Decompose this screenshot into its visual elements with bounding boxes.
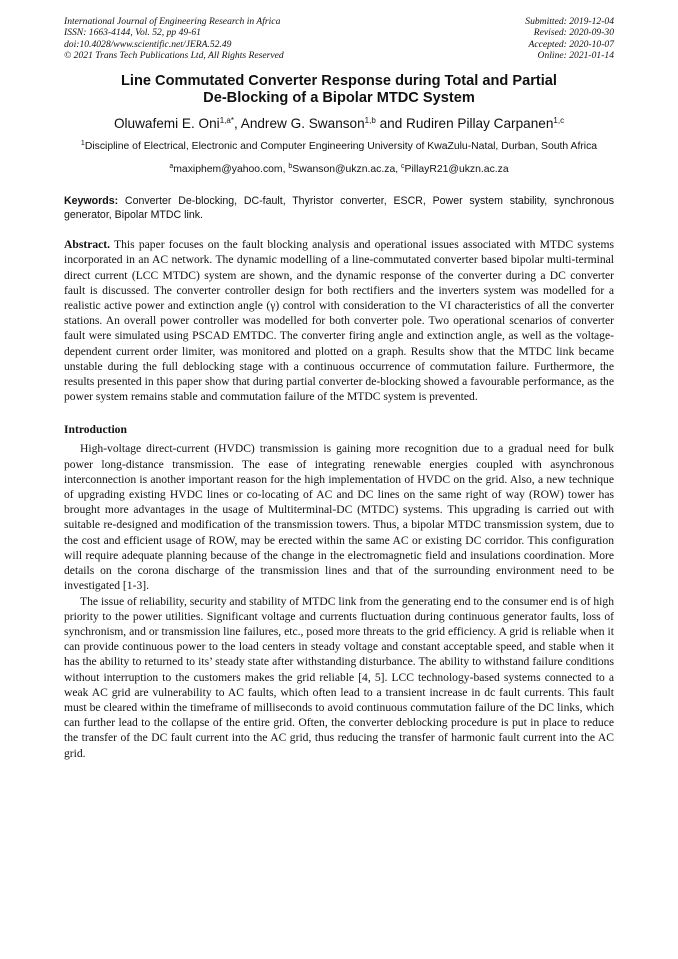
keywords — [64, 195, 614, 222]
author-separator: , — [233, 115, 241, 131]
keywords-text: Converter De-blocking, DC-fault, Thyristor converter, ESCR, Power system stability, synchronous generator, Bipolar MTDC link. — [64, 195, 614, 221]
journal-issn: ISSN: 1663-4144, Vol. 52, pp 49-61 — [64, 27, 201, 39]
introduction-paragraph-2: The issue of reliability, security and stability of MTDC link from the generating end to the consumer end is of high priority to the power utilities. Significant voltage and currents fluctuation during continuous generator faults, loss of synchronism, and or transmission line failures, etc., posed more threats to the grid efficiency. A grid is reliable when it can provide continuous power to the load centers in steady voltage and constant acceptable speed, and stable when it has the ability to returned to its’ steady state after withstanding disturbance. The ability to withstand failure conditions without interruption to the customers makes the grid reliable [4, 5]. LCC technology-based systems connected to a weak AC grid are vulnerability to AC faults, which often lead to a transient increase in dc fault currents. This fault must be cleared within the timeframe of milliseconds to avoid continuous commutation failure of the DC links, which can further lead to the collapse of the entire grid. Often, the converter deblocking procedure is put in place to reduce the transfer of the DC fault current into the AC grid, thus reducing the transfer of harmonic fault current into the AC grid. — [64, 594, 614, 760]
author-name-1: Oluwafemi E. Oni — [113, 115, 220, 131]
author-sup-1: 1,a* — [219, 115, 234, 125]
author-emails — [64, 160, 614, 176]
email-sup-b: b — [288, 163, 293, 171]
submission-dates — [525, 16, 614, 62]
email-b[interactable]: Swanson@ukzn.ac.za, — [292, 164, 402, 176]
journal-info — [64, 16, 284, 62]
author-name-2: Andrew G. Swanson — [240, 115, 365, 131]
date-accepted: Accepted: 2020-10-07 — [528, 38, 614, 50]
paper-title — [64, 73, 614, 108]
journal-doi[interactable]: doi:10.4028/www.scientific.net/JERA.52.49 — [64, 38, 232, 50]
abstract — [64, 237, 614, 404]
affiliation — [64, 137, 614, 155]
date-revised: Revised: 2020-09-30 — [533, 27, 614, 39]
abstract-text: This paper focuses on the fault blocking analysis and operational issues associated with MTDC systems incorporated in an AC network. The dynamic modelling of a line-commutated converter based bipolar multi-terminal direct current (LCC MTDC) system are shown, and the dynamic response of the converter during a DC converter fault is discussed. The converter controller design for both rectifiers and the inverters system was modelled for a realistic active power and extinction angle (γ) control with consideration to the VI characteristics of all the converter stations. An overall power controller was modelled for both converter pole. Two operational scenarios of converter fault were simulated using PSCAD EMTDC. The converter firing angle and extinction angle, as well as the voltage-dependent current order limiter, was monitored and plotted on a graph. Results show that the MTDC link became unstable during the full deblocking stage with a continuous occurrence of commutation failure. Furthermore, the results presented in this paper show that during partial converter de-blocking showed a favourable performance, as the power system remains stable and commutation failure of the MTDC system is prevented. — [64, 238, 614, 404]
affiliation-sup: 1 — [80, 139, 85, 147]
paper-title-line-2: De-Blocking of a Bipolar MTDC System — [203, 90, 475, 107]
email-sup-a: a — [169, 163, 174, 171]
paper-title-line-1: Line Commutated Converter Response during Total and Partial — [121, 72, 557, 89]
abstract-label: Abstract. — [64, 238, 111, 252]
section-heading-introduction: Introduction — [64, 423, 127, 437]
author-sup-3: 1,c — [553, 115, 565, 125]
journal-header — [64, 16, 614, 62]
email-c[interactable]: PillayR21@ukzn.ac.za — [404, 164, 509, 176]
author-sup-2: 1,b — [364, 115, 376, 125]
author-separator: and — [375, 115, 407, 131]
date-submitted: Submitted: 2019-12-04 — [525, 16, 614, 27]
affiliation-text: Discipline of Electrical, Electronic and Computer Engineering University of KwaZulu-Natal, Durban, South Africa — [84, 140, 598, 152]
journal-copyright: © 2021 Trans Tech Publications Ltd, All Rights Reserved — [64, 50, 284, 62]
email-a[interactable]: maxiphem@yahoo.com, — [173, 164, 289, 176]
author-name-3: Rudiren Pillay Carpanen — [406, 115, 554, 131]
keywords-label: Keywords: — [64, 195, 119, 208]
author-list — [64, 112, 614, 132]
journal-name: International Journal of Engineering Research in Africa — [64, 16, 281, 27]
introduction-paragraph-1: High-voltage direct-current (HVDC) transmission is gaining more recognition due to a gradual need for bulk power long-distance transmission. The ease of integrating renewable energies coupled with asynchronous interconnection is another important reason for the high implementation of HVDC on the grid. Also, a new technique of upgrading existing HVDC lines or co-locating of AC and DC lines on the same right of way (ROW) tower has brought more advantages in the usage of Multiterminal-DC (MTDC) systems. This upgrading is carried out with suitable re-designed and modification of the transmission towers. Thus, a bipolar MTDC transmission system, due to the cost and efficient usage of ROW, may be erected within the same AC or existing DC corridor. This configuration will require adequate planning because of the change in the electromagnetic field and insulations coordination. More details on the corona discharge of the transmission lines and that of the surrounding environment need to be investigated [1-3]. — [64, 442, 614, 593]
date-online: Online: 2021-01-14 — [537, 50, 614, 62]
email-sup-c: c — [401, 163, 405, 171]
